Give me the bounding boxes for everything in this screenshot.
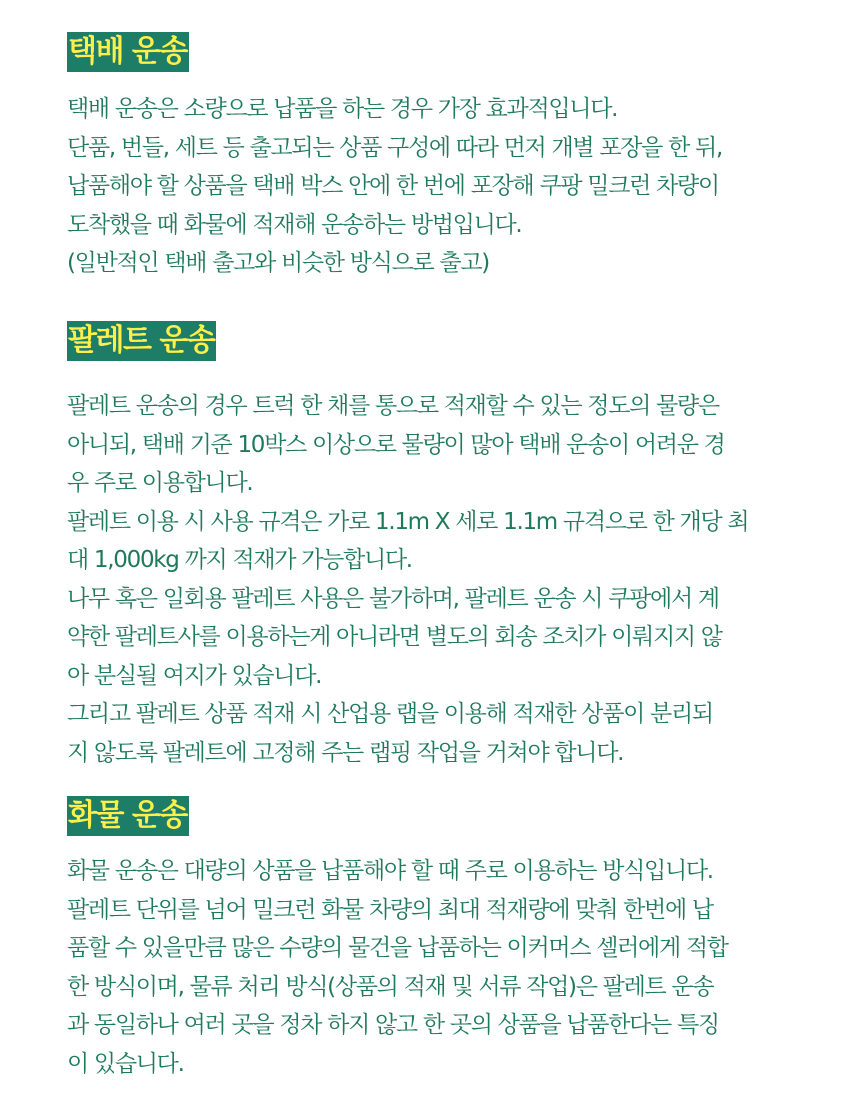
section-parcel-delivery <box>67 32 807 283</box>
body-line: 단품, 번들, 세트 등 출고되는 상품 구성에 따라 먼저 개별 포장을 한 뒤, <box>67 134 722 161</box>
body-line: 도착했을 때 화물에 적재해 운송하는 방법입니다. <box>67 211 522 238</box>
body-line: 약한 팔레트사를 이용하는게 아니라면 별도의 회송 조치가 이뤄지지 않 <box>67 624 722 650</box>
body-line: 아니되, 택배 기준 10박스 이상으로 물량이 많아 택배 운송이 어려운 경 <box>67 431 725 458</box>
section-freight-delivery <box>67 796 807 1083</box>
body-line: 팔레트 단위를 넘어 밀크런 화물 차량의 최대 적재량에 맞춰 한번에 납 <box>67 896 713 923</box>
body-line: (일반적인 택배 출고와 비슷한 방식으로 출고) <box>67 250 489 276</box>
body-line: 지 않도록 팔레트에 고정해 주는 랩핑 작업을 거쳐야 합니다. <box>67 739 624 766</box>
body-line: 이 있습니다. <box>67 1050 184 1077</box>
body-line: 한 방식이며, 물류 처리 방식(상품의 적재 및 서류 작업)은 팔레트 운송 <box>67 973 714 1000</box>
section-heading: 택배 운송 <box>67 32 189 72</box>
section-pallet-delivery <box>67 321 807 772</box>
body-line: 대 1,000kg 까지 적재가 가능합니다. <box>67 547 412 573</box>
section-heading: 화물 운송 <box>67 796 189 836</box>
section-body <box>67 387 807 772</box>
body-line: 팔레트 이용 시 사용 규격은 가로 1.1m X 세로 1.1m 규격으로 한 개당 최 <box>67 508 749 535</box>
body-line: 과 동일하나 여러 곳을 정차 하지 않고 한 곳의 상품을 납품한다는 특징 <box>67 1012 719 1038</box>
body-line: 택배 운송은 소량으로 납품을 하는 경우 가장 효과적입니다. <box>67 96 618 122</box>
body-line: 나무 혹은 일회용 팔레트 사용은 불가하며, 팔레트 운송 시 쿠팡에서 계 <box>67 585 719 612</box>
section-body <box>67 90 807 283</box>
section-body <box>67 852 807 1083</box>
body-line: 팔레트 운송의 경우 트럭 한 채를 통으로 적재할 수 있는 정도의 물량은 <box>67 393 719 419</box>
body-line: 우 주로 이용합니다. <box>67 470 253 496</box>
body-line: 아 분실될 여지가 있습니다. <box>67 662 322 689</box>
body-line: 품할 수 있을만큼 많은 수량의 물건을 납품하는 이커머스 셀러에게 적합 <box>67 935 728 961</box>
body-line: 납품해야 할 상품을 택배 박스 안에 한 번에 포장해 쿠팡 밀크런 차량이 <box>67 173 719 199</box>
body-line: 화물 운송은 대량의 상품을 납품해야 할 때 주로 이용하는 방식입니다. <box>67 858 713 884</box>
section-heading: 팔레트 운송 <box>67 321 216 361</box>
body-line: 그리고 팔레트 상품 적재 시 산업용 랩을 이용해 적재한 상품이 분리되 <box>67 701 713 727</box>
